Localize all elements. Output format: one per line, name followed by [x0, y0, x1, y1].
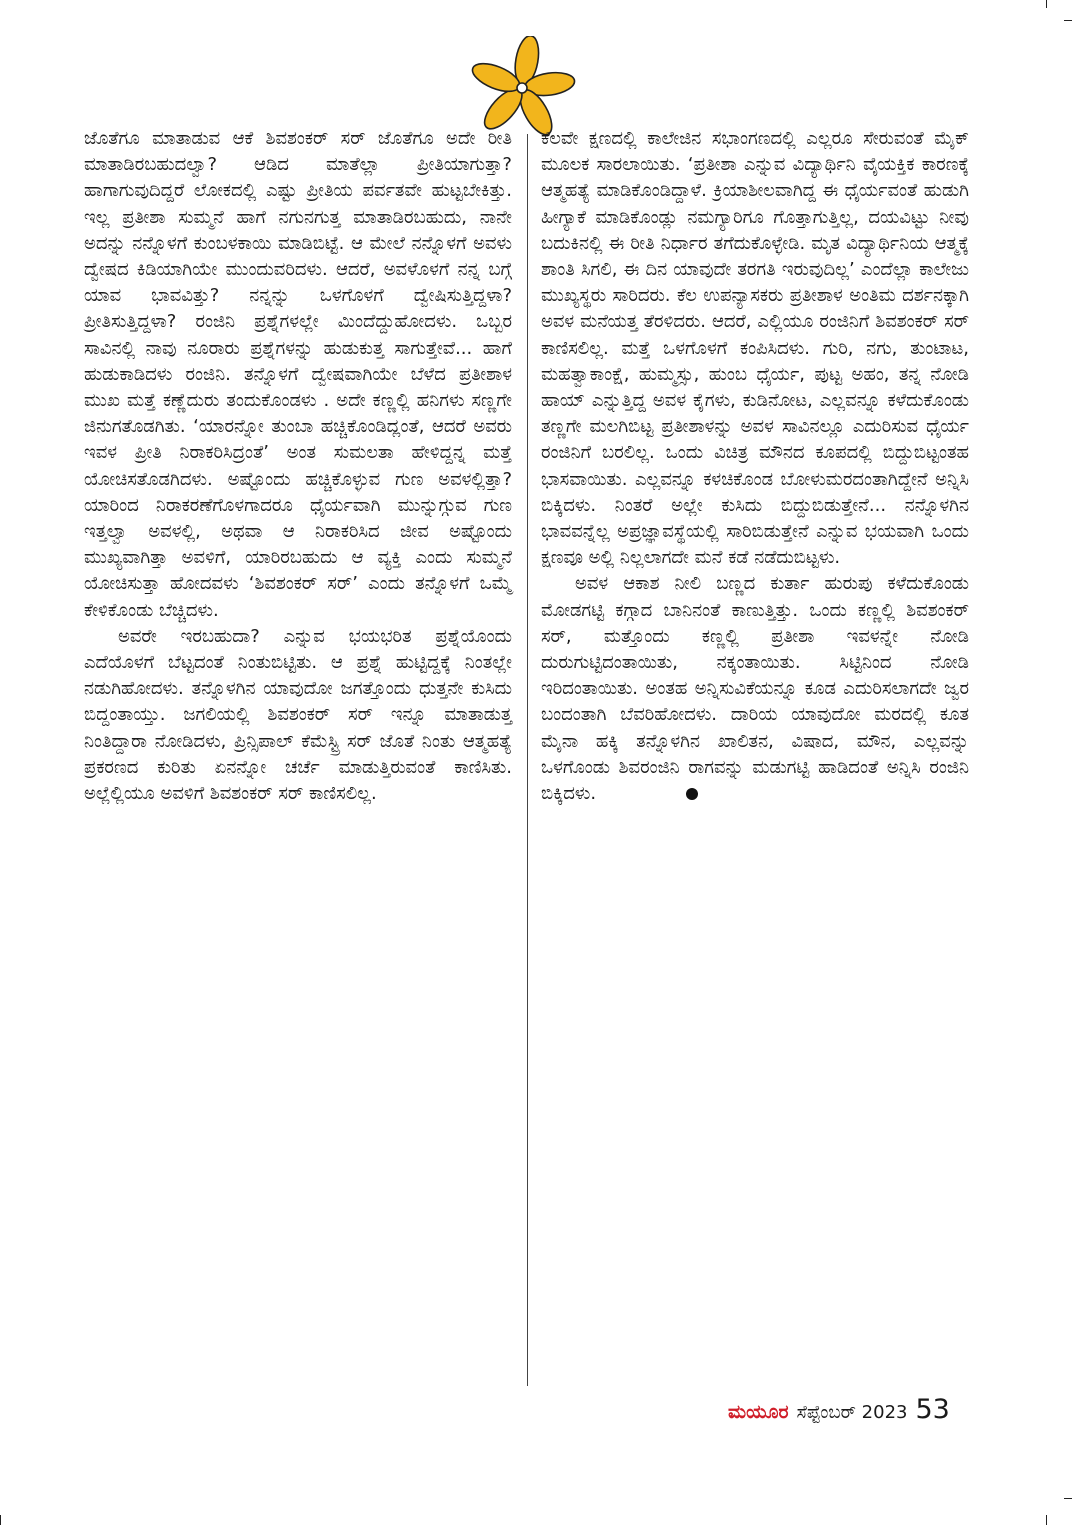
page-footer: [728, 1394, 950, 1425]
right-column: [541, 126, 969, 807]
left-column: [84, 126, 512, 807]
crop-mark: [1046, 0, 1047, 8]
crop-mark: [0, 1515, 1, 1525]
left-paragraph-2: ಅವರೇ ಇರಬಹುದಾ? ಎನ್ನುವ ಭಯಭರಿತ ಪ್ರಶ್ನೆಯೊಂದು ಎದೆಯೊಳಗೆ ಬೆಟ್ಟದಂತೆ ನಿಂತುಬಿಟ್ಟಿತು. ಆ ಪ್ರಶ್ನೆ ಹುಟ್ಟಿದ್ದಕ್ಕೆ ನಿಂತಲ್ಲೇ ನಡುಗಿಹೋದಳು. ತನ್ನೊಳಗಿನ ಯಾವುದೋ ಜಗತ್ತೊಂದು ಧುತ್ತನೇ ಕುಸಿದು ಬಿದ್ದಂತಾಯ್ತು. ಜಗಲಿಯಲ್ಲಿ ಶಿವಶಂಕರ್ ಸರ್ ಇನ್ನೂ ಮಾತಾಡುತ್ತ ನಿಂತಿದ್ದಾರಾ ನೋಡಿದಳು, ಪ್ರಿನ್ಸಿಪಾಲ್ ಕೆಮೆಸ್ಟ್ರಿ ಸರ್ ಜೊತೆ ನಿಂತು ಆತ್ಮಹತ್ಯೆ ಪ್ರಕರಣದ ಕುರಿತು ಏನನ್ನೋ ಚರ್ಚೆ ಮಾಡುತ್ತಿರುವಂತೆ ಕಾಣಿಸಿತು. ಅಲ್ಲೆಲ್ಲಿಯೂ ಅವಳಿಗೆ ಶಿವಶಂಕರ್ ಸರ್ ಕಾಣಿಸಲಿಲ್ಲ.: [84, 625, 512, 805]
crop-mark: [1064, 1498, 1072, 1499]
page-number: 53: [915, 1394, 950, 1425]
column-divider: [527, 134, 528, 1386]
magazine-logo: ಮಯೂರ: [728, 1401, 789, 1423]
issue-date: ಸೆಪ್ಟೆಂಬರ್ 2023: [796, 1402, 908, 1423]
crop-mark: [1046, 1515, 1047, 1525]
right-paragraph-1: ಕೆಲವೇ ಕ್ಷಣದಲ್ಲಿ ಕಾಲೇಜಿನ ಸಭಾಂಗಣದಲ್ಲಿ ಎಲ್ಲರೂ ಸೇರುವಂತೆ ಮೈಕ್ ಮೂಲಕ ಸಾರಲಾಯಿತು. ‘ಪ್ರತೀಶಾ ಎನ್ನುವ ವಿದ್ಯಾರ್ಥಿನಿ ವೈಯಕ್ತಿಕ ಕಾರಣಕ್ಕೆ ಆತ್ಮಹತ್ಯೆ ಮಾಡಿಕೊಂಡಿದ್ದಾಳೆ. ಕ್ರಿಯಾಶೀಲವಾಗಿದ್ದ ಈ ಧೈರ್ಯವಂತೆ ಹುಡುಗಿ ಹೀಗ್ಯಾಕೆ ಮಾಡಿಕೊಂಡ್ಲು ನಮಗ್ಯಾರಿಗೂ ಗೊತ್ತಾಗುತ್ತಿಲ್ಲ, ದಯವಿಟ್ಟು ನೀವು ಬದುಕಿನಲ್ಲಿ ಈ ರೀತಿ ನಿರ್ಧಾರ ತಗೆದುಕೊಳ್ಳೇಡಿ. ಮೃತ ವಿದ್ಯಾರ್ಥಿನಿಯ ಆತ್ಮಕ್ಕೆ ಶಾಂತಿ ಸಿಗಲಿ, ಈ ದಿನ ಯಾವುದೇ ತರಗತಿ ಇರುವುದಿಲ್ಲ’ ಎಂದೆಲ್ಲಾ ಕಾಲೇಜು ಮುಖ್ಯಸ್ಥರು ಸಾರಿದರು. ಕೆಲ ಉಪನ್ಯಾಸಕರು ಪ್ರತೀಶಾಳ ಅಂತಿಮ ದರ್ಶನಕ್ಕಾಗಿ ಅವಳ ಮನೆಯತ್ತ ತೆರಳಿದರು. ಆದರೆ, ಎಲ್ಲಿಯೂ ರಂಜಿನಿಗೆ ಶಿವಶಂಕರ್ ಸರ್ ಕಾಣಿಸಲಿಲ್ಲ. ಮತ್ತೆ ಒಳಗೊಳಗೆ ಕಂಪಿಸಿದಳು. ಗುರಿ, ನಗು, ತುಂಟಾಟ, ಮಹತ್ವಾಕಾಂಕ್ಷೆ, ಹುಮ್ಮಸ್ಸು, ಹುಂಬ ಧೈರ್ಯ, ಪುಟ್ಟ ಅಹಂ, ತನ್ನ ನೋಡಿ ಹಾಯ್ ಎನ್ನುತ್ತಿದ್ದ ಅವಳ ಕೈಗಳು, ಕುಡಿನೋಟ, ಎಲ್ಲವನ್ನೂ ಕಳೆದುಕೊಂಡು ತಣ್ಣಗೇ ಮಲಗಿಬಿಟ್ಟ ಪ್ರತೀಶಾಳನ್ನು ಅವಳ ಸಾವಿನಲ್ಲೂ ಎದುರಿಸುವ ಧೈರ್ಯ ರಂಜಿನಿಗೆ ಬರಲಿಲ್ಲ. ಒಂದು ವಿಚಿತ್ರ ಮೌನದ ಕೂಪದಲ್ಲಿ ಬಿದ್ದುಬಿಟ್ಟಂತಹ ಭಾಸವಾಯಿತು. ಎಲ್ಲವನ್ನೂ ಕಳಚಿಕೊಂಡ ಬೋಳುಮರದಂತಾಗಿದ್ದೇನೆ ಅನ್ನಿಸಿ ಬಿಕ್ಕಿದಳು. ನಿಂತರೆ ಅಲ್ಲೇ ಕುಸಿದು ಬಿದ್ದುಬಿಡುತ್ತೇನೆ... ನನ್ನೊಳಗಿನ ಭಾವವನ್ನೆಲ್ಲ ಅಪ್ರಜ್ಞಾವಸ್ಥೆಯಲ್ಲಿ ಸಾರಿಬಿಡುತ್ತೇನೆ ಎನ್ನುವ ಭಯವಾಗಿ ಒಂದು ಕ್ಷಣವೂ ಅಲ್ಲಿ ನಿಲ್ಲಲಾಗದೇ ಮನೆ ಕಡೆ ನಡೆದುಬಿಟ್ಟಳು.: [541, 128, 969, 569]
flower-ornament-icon: [470, 36, 582, 140]
right-paragraph-2: [541, 571, 969, 807]
crop-mark: [1064, 20, 1072, 21]
end-of-story-dot-icon: [686, 788, 698, 800]
right-paragraph-2-text: ಅವಳ ಆಕಾಶ ನೀಲಿ ಬಣ್ಣದ ಕುರ್ತಾ ಹುರುಪು ಕಳೆದುಕೊಂಡು ಮೋಡಗಟ್ಟಿ ಕಗ್ಗಾದ ಬಾನಿನಂತೆ ಕಾಣುತ್ತಿತ್ತು. ಒಂದು ಕಣ್ಣಲ್ಲಿ ಶಿವಶಂಕರ್ ಸರ್, ಮತ್ತೊಂದು ಕಣ್ಣಲ್ಲಿ ಪ್ರತೀಶಾ ಇವಳನ್ನೇ ನೋಡಿ ದುರುಗುಟ್ಟಿದಂತಾಯಿತು, ನಕ್ಕಂತಾಯಿತು. ಸಿಟ್ಟಿನಿಂದ ನೋಡಿ ಇರಿದಂತಾಯಿತು. ಅಂತಹ ಅನ್ನಿಸುವಿಕೆಯನ್ನೂ ಕೂಡ ಎದುರಿಸಲಾಗದೇ ಜ್ವರ ಬಂದಂತಾಗಿ ಬೆವರಿಹೋದಳು. ದಾರಿಯ ಯಾವುದೋ ಮರದಲ್ಲಿ ಕೂತ ಮೈನಾ ಹಕ್ಕಿ ತನ್ನೊಳಗಿನ ಖಾಲಿತನ, ವಿಷಾದ, ಮೌನ, ಎಲ್ಲವನ್ನು ಒಳಗೊಂಡು ಶಿವರಂಜಿನಿ ರಾಗವನ್ನು ಮಡುಗಟ್ಟಿ ಹಾಡಿದಂತೆ ಅನ್ನಿಸಿ ರಂಜಿನಿ ಬಿಕ್ಕಿದಳು.: [541, 573, 969, 805]
left-paragraph-1: ಜೊತೆಗೂ ಮಾತಾಡುವ ಆಕೆ ಶಿವಶಂಕರ್ ಸರ್ ಜೊತೆಗೂ ಅದೇ ರೀತಿ ಮಾತಾಡಿರಬಹುದಲ್ವಾ? ಆಡಿದ ಮಾತೆಲ್ಲಾ ಪ್ರೀತಿಯಾಗುತ್ತಾ? ಹಾಗಾಗುವುದಿದ್ದರೆ ಲೋಕದಲ್ಲಿ ಎಷ್ಟು ಪ್ರೀತಿಯ ಪರ್ವತವೇ ಹುಟ್ಟಬೇಕಿತ್ತು. ಇಲ್ಲ ಪ್ರತೀಶಾ ಸುಮ್ಮನೆ ಹಾಗೆ ನಗುನಗುತ್ತ ಮಾತಾಡಿರಬಹುದು, ನಾನೇ ಅದನ್ನು ನನ್ನೊಳಗೆ ಕುಂಬಳಕಾಯಿ ಮಾಡಿಬಿಟ್ಟೆ. ಆ ಮೇಲೆ ನನ್ನೊಳಗೆ ಅವಳು ದ್ವೇಷದ ಕಿಡಿಯಾಗಿಯೇ ಮುಂದುವರಿದಳು. ಆದರೆ, ಅವಳೊಳಗೆ ನನ್ನ ಬಗ್ಗೆ ಯಾವ ಭಾವವಿತ್ತು? ನನ್ನನ್ನು ಒಳಗೊಳಗೆ ದ್ವೇಷಿಸುತ್ತಿದ್ದಳಾ? ಪ್ರೀತಿಸುತ್ತಿದ್ದಳಾ? ರಂಜಿನಿ ಪ್ರಶ್ನೆಗಳಲ್ಲೇ ಮಿಂದೆದ್ದುಹೋದಳು. ಒಬ್ಬರ ಸಾವಿನಲ್ಲಿ ನಾವು ನೂರಾರು ಪ್ರಶ್ನೆಗಳನ್ನು ಹುಡುಕುತ್ತ ಸಾಗುತ್ತೇವೆ... ಹಾಗೆ ಹುಡುಕಾಡಿದಳು ರಂಜಿನಿ. ತನ್ನೊಳಗೆ ದ್ವೇಷವಾಗಿಯೇ ಬೆಳೆದ ಪ್ರತೀಶಾಳ ಮುಖ ಮತ್ತೆ ಕಣ್ಣೆದುರು ತಂದುಕೊಂಡಳು . ಅದೇ ಕಣ್ಣಲ್ಲಿ ಹನಿಗಳು ಸಣ್ಣಗೇ ಜಿನುಗತೊಡಗಿತು. ‘ಯಾರನ್ನೋ ತುಂಬಾ ಹಚ್ಚಿಕೊಂಡಿದ್ಲಂತೆ, ಆದರೆ ಅವರು ಇವಳ ಪ್ರೀತಿ ನಿರಾಕರಿಸಿದ್ರಂತೆ’ ಅಂತ ಸುಮಲತಾ ಹೇಳಿದ್ದನ್ನ ಮತ್ತೆ ಯೋಚಿಸತೊಡಗಿದಳು. ಅಷ್ಟೊಂದು ಹಚ್ಚಿಕೊಳ್ಳುವ ಗುಣ ಅವಳಲ್ಲಿತ್ತಾ? ಯಾರಿಂದ ನಿರಾಕರಣೆಗೊಳಗಾದರೂ ಧೈರ್ಯವಾಗಿ ಮುನ್ನುಗ್ಗುವ ಗುಣ ಇತ್ತಲ್ವಾ ಅವಳಲ್ಲಿ, ಅಥವಾ ಆ ನಿರಾಕರಿಸಿದ ಜೀವ ಅಷ್ಟೊಂದು ಮುಖ್ಯವಾಗಿತ್ತಾ ಅವಳಿಗೆ, ಯಾರಿರಬಹುದು ಆ ವ್ಯಕ್ತಿ ಎಂದು ಸುಮ್ಮನೆ ಯೋಚಿಸುತ್ತಾ ಹೋದವಳು ‘ಶಿವಶಂಕರ್ ಸರ್’ ಎಂದು ತನ್ನೊಳಗೆ ಒಮ್ಮೆ ಕೇಳಿಕೊಂಡು ಬೆಚ್ಚಿದಳು.: [84, 128, 512, 621]
